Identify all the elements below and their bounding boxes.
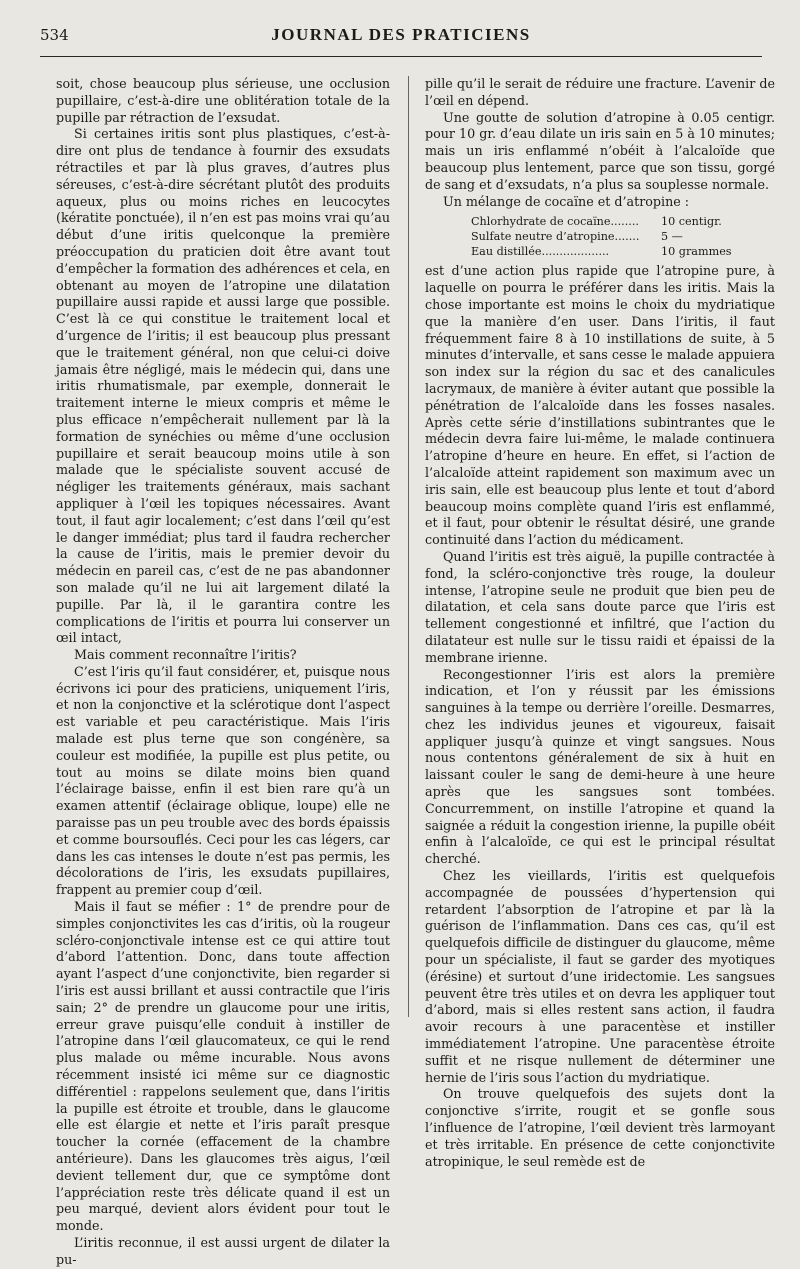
page-number: 534 [40, 26, 69, 44]
ingredient-name: Eau distillée................... [471, 245, 610, 259]
paragraph: On trouve quelquefois des sujets dont la conjonctive s’irrite, rougit et se gonfle sous l’influence de l’atropine, l’œil devient très larmoyant et très irritable. En présence de cette conjonctivite atropinique, le seul remède est de [425, 1086, 775, 1169]
paragraph: Quand l’iritis est très aiguë, la pupille contractée à fond, la scléro-conjonctive très rouge, la douleur intense, l’atropine seule ne produit que bien peu de dilatation, et cela sans doute parce que l’iris est tellement congestionné et infiltré, que l’action du dilatateur est nulle sur le tissu raidi et épaissi de la membrane irienne. [425, 548, 775, 665]
paragraph: Une goutte de solution d’atropine à 0.05 centigr. pour 10 gr. d’eau dilate un iris sain en 5 à 10 minutes; mais un iris enflammé n’obéit à l’alcaloïde que beaucoup plus lentement, parce que son tissu, gorgé de sang et d’exsudats, n’a plus sa souplesse normale. [425, 109, 775, 192]
page-header [40, 20, 762, 57]
right-column [425, 76, 775, 1169]
prescription-row [471, 244, 741, 259]
paragraph: Mais comment reconnaître l’iritis? [74, 647, 297, 663]
paragraph: Mais il faut se méfier : 1° de prendre pour de simples conjonctivites les cas d’iritis, où la rougeur scléro-conjonctivale intense est ce qui attire tout d’abord l’attention. Donc, dans toute affection ayant l’aspect d’une conjonctivite, bien regarder si l’iris est aussi brillant et aussi contractile que l’iris sain; 2° de prendre un glaucome pour une iritis, erreur grave puisqu’elle conduit à instiller de l’atropine dans l’œil glaucomateux, ce qui le rend plus malade ou même incurable. Nous avons récemment insisté ici même sur ce diagnostic différentiel : rappelons seulement que, dans l’iritis la pupille est étroite et trouble, dans le glaucome elle est élargie et nette et l’iris paraît presque toucher la cornée (effacement de la chambre antérieure). Dans les glaucomes très aigus, l’œil devient tellement dur, que ce symptôme dont l’appréciation reste très délicate quand il est un peu marqué, devient alors évident pour tout le monde. [56, 899, 390, 1234]
paragraph: Recongestionner l’iris est alors la première indication, et l’on y réussit par les émissions sanguines à la tempe ou derrière l’oreille. Desmarres, chez les individus jeunes et vigoureux, faisait appliquer jusqu’à quinze et vingt sangsues. Nous nous contentons généralement de six à huit en laissant couler le sang de demi-heure à une heure après que les sangsues sont tombées. Concurremment, on instille l’atropine et quand la saignée a réduit la congestion irienne, la pupille obéit enfin à l’alcaloïde, ce qui est le principal résultat cherché. [425, 666, 775, 867]
paragraph: Un mélange de cocaïne et d’atropine : [443, 193, 690, 209]
paragraph: est d’une action plus rapide que l’atropine pure, à laquelle on pourra le préférer dans les iritis. Mais la chose importante est moins le choix du mydriatique que la manière d’en user. Dans l’iritis, il faut fréquemment faire 8 à 10 instillations de suite, à 5 minutes d’intervalle, et sans cesse le malade appuiera son index sur la région du sac et des canalicules lacrymaux, de manière à éviter autant que possible la pénétration de l’alcaloïde dans les fosses nasales. Après cette série d’instillations subintrantes que le médecin devra faire lui-même, le malade continuera l’atropine d’heure en heure. En effet, si l’action de l’alcaloïde atteint rapidement son maximum avec un iris sain, elle est beaucoup plus lente et tout d’abord beaucoup moins complète quand l’iris est enflammé, et il faut, pour obtenir le résultat désiré, une grande continuité dans l’action du médicament. [425, 263, 775, 548]
column-divider [408, 76, 409, 1017]
prescription-row [471, 214, 741, 229]
journal-title: JOURNAL DES PRATICIENS [271, 25, 531, 44]
ingredient-amount: 10 grammes [661, 245, 732, 259]
paragraph: L’iritis reconnue, il est aussi urgent de dilater la pu- [56, 1234, 390, 1267]
ingredient-name: Sulfate neutre d’atropine....... [471, 230, 640, 244]
prescription-formula [471, 214, 741, 259]
paragraph: C’est l’iris qu’il faut considérer, et, puisque nous écrivons ici pour des praticiens, uniquement l’iris, et non la conjonctive et la sclérotique dont l’aspect est variable et peu caractéristique. Mais l’iris malade est plus terne que son congénère, sa couleur est modifiée, la pupille est plus petite, ou tout au moins se dilate moins bien quand l’éclairage baisse, enfin il est bien rare qu’à un examen attentif (éclairage oblique, loupe) elle ne paraisse pas un peu trouble avec des bords épaissis et comme boursouflés. Ceci pour les cas légers, car dans les cas intenses le doute n’est pas permis, les décolorations de l’iris, les exsudats pupillaires, frappent au premier coup d’œil. [56, 663, 390, 898]
prescription-row [471, 229, 741, 244]
ingredient-amount: 10 centigr. [661, 215, 722, 229]
ingredient-amount: 5 — [661, 230, 683, 244]
left-column [56, 76, 390, 1267]
paragraph: pille qu’il le serait de réduire une fracture. L’avenir de l’œil en dépend. [425, 76, 775, 108]
ingredient-name: Chlorhydrate de cocaïne........ [471, 215, 639, 229]
paragraph: Si certaines iritis sont plus plastiques, c’est-à-dire ont plus de tendance à fournir des exsudats rétractiles et par là plus graves, d’autres plus séreuses, c’est-à-dire sécrétant plutôt des produits aqueux, plus ou moins riches en leucocytes (kératite ponctuée), il n’en est pas moins vrai qu’au début d’une iritis quelconque la première préoccupation du praticien doit être avant tout d’empêcher la formation des adhérences et cela, en obtenant au moyen de l’atropine une dilatation pupillaire aussi rapide et aussi large que possible. C’est là ce qui constitue le traitement local et d’urgence de l’iritis; il est beaucoup plus pressant que le traitement général, non que celui-ci doive jamais être négligé, mais le médecin qui, dans une iritis rhumatismale, par exemple, donnerait le traitement interne le mieux compris et même le plus efficace n’empêcherait nullement par là la formation de synéchies ou même d’une occlusion pupillaire et serait beaucoup moins utile à son malade que le spécialiste souvent accusé de négliger les traitements généraux, mais sachant appliquer à l’œil les topiques nécessaires. Avant tout, il faut agir localement; c’est dans l’œil qu’est le danger immédiat; plus tard il faudra rechercher la cause de l’iritis, mais le premier devoir du médecin en pareil cas, c’est de ne pas abandonner son malade qu’il ne lui ait largement dilaté la pupille. Par là, il le garantira contre les complications de l’iritis et pourra lui conserver un œil intact, [56, 126, 390, 646]
paragraph: Chez les vieillards, l’iritis est quelquefois accompagnée de poussées d’hypertension qui retardent l’absorption de l’atropine et par là la guérison de l’inflammation. Dans ces cas, qu’il est quelquefois difficile de distinguer du glaucome, même pour un spécialiste, il faut se garder des myotiques (érésine) et surtout d’une iridectomie. Les sangsues peuvent être très utiles et on devra les appliquer tout d’abord, mais si elles restent sans action, il faudra avoir recours à une paracentèse et instiller immédiatement l’atropine. Une paracentèse étroite suffit et ne risque nullement de déterminer une hernie de l’iris sous l’action du mydriatique. [425, 868, 775, 1085]
paragraph: soit, chose beaucoup plus sérieuse, une occlusion pupillaire, c’est-à-dire une oblitération totale de la pupille par rétraction de l’exsudat. [56, 76, 390, 125]
